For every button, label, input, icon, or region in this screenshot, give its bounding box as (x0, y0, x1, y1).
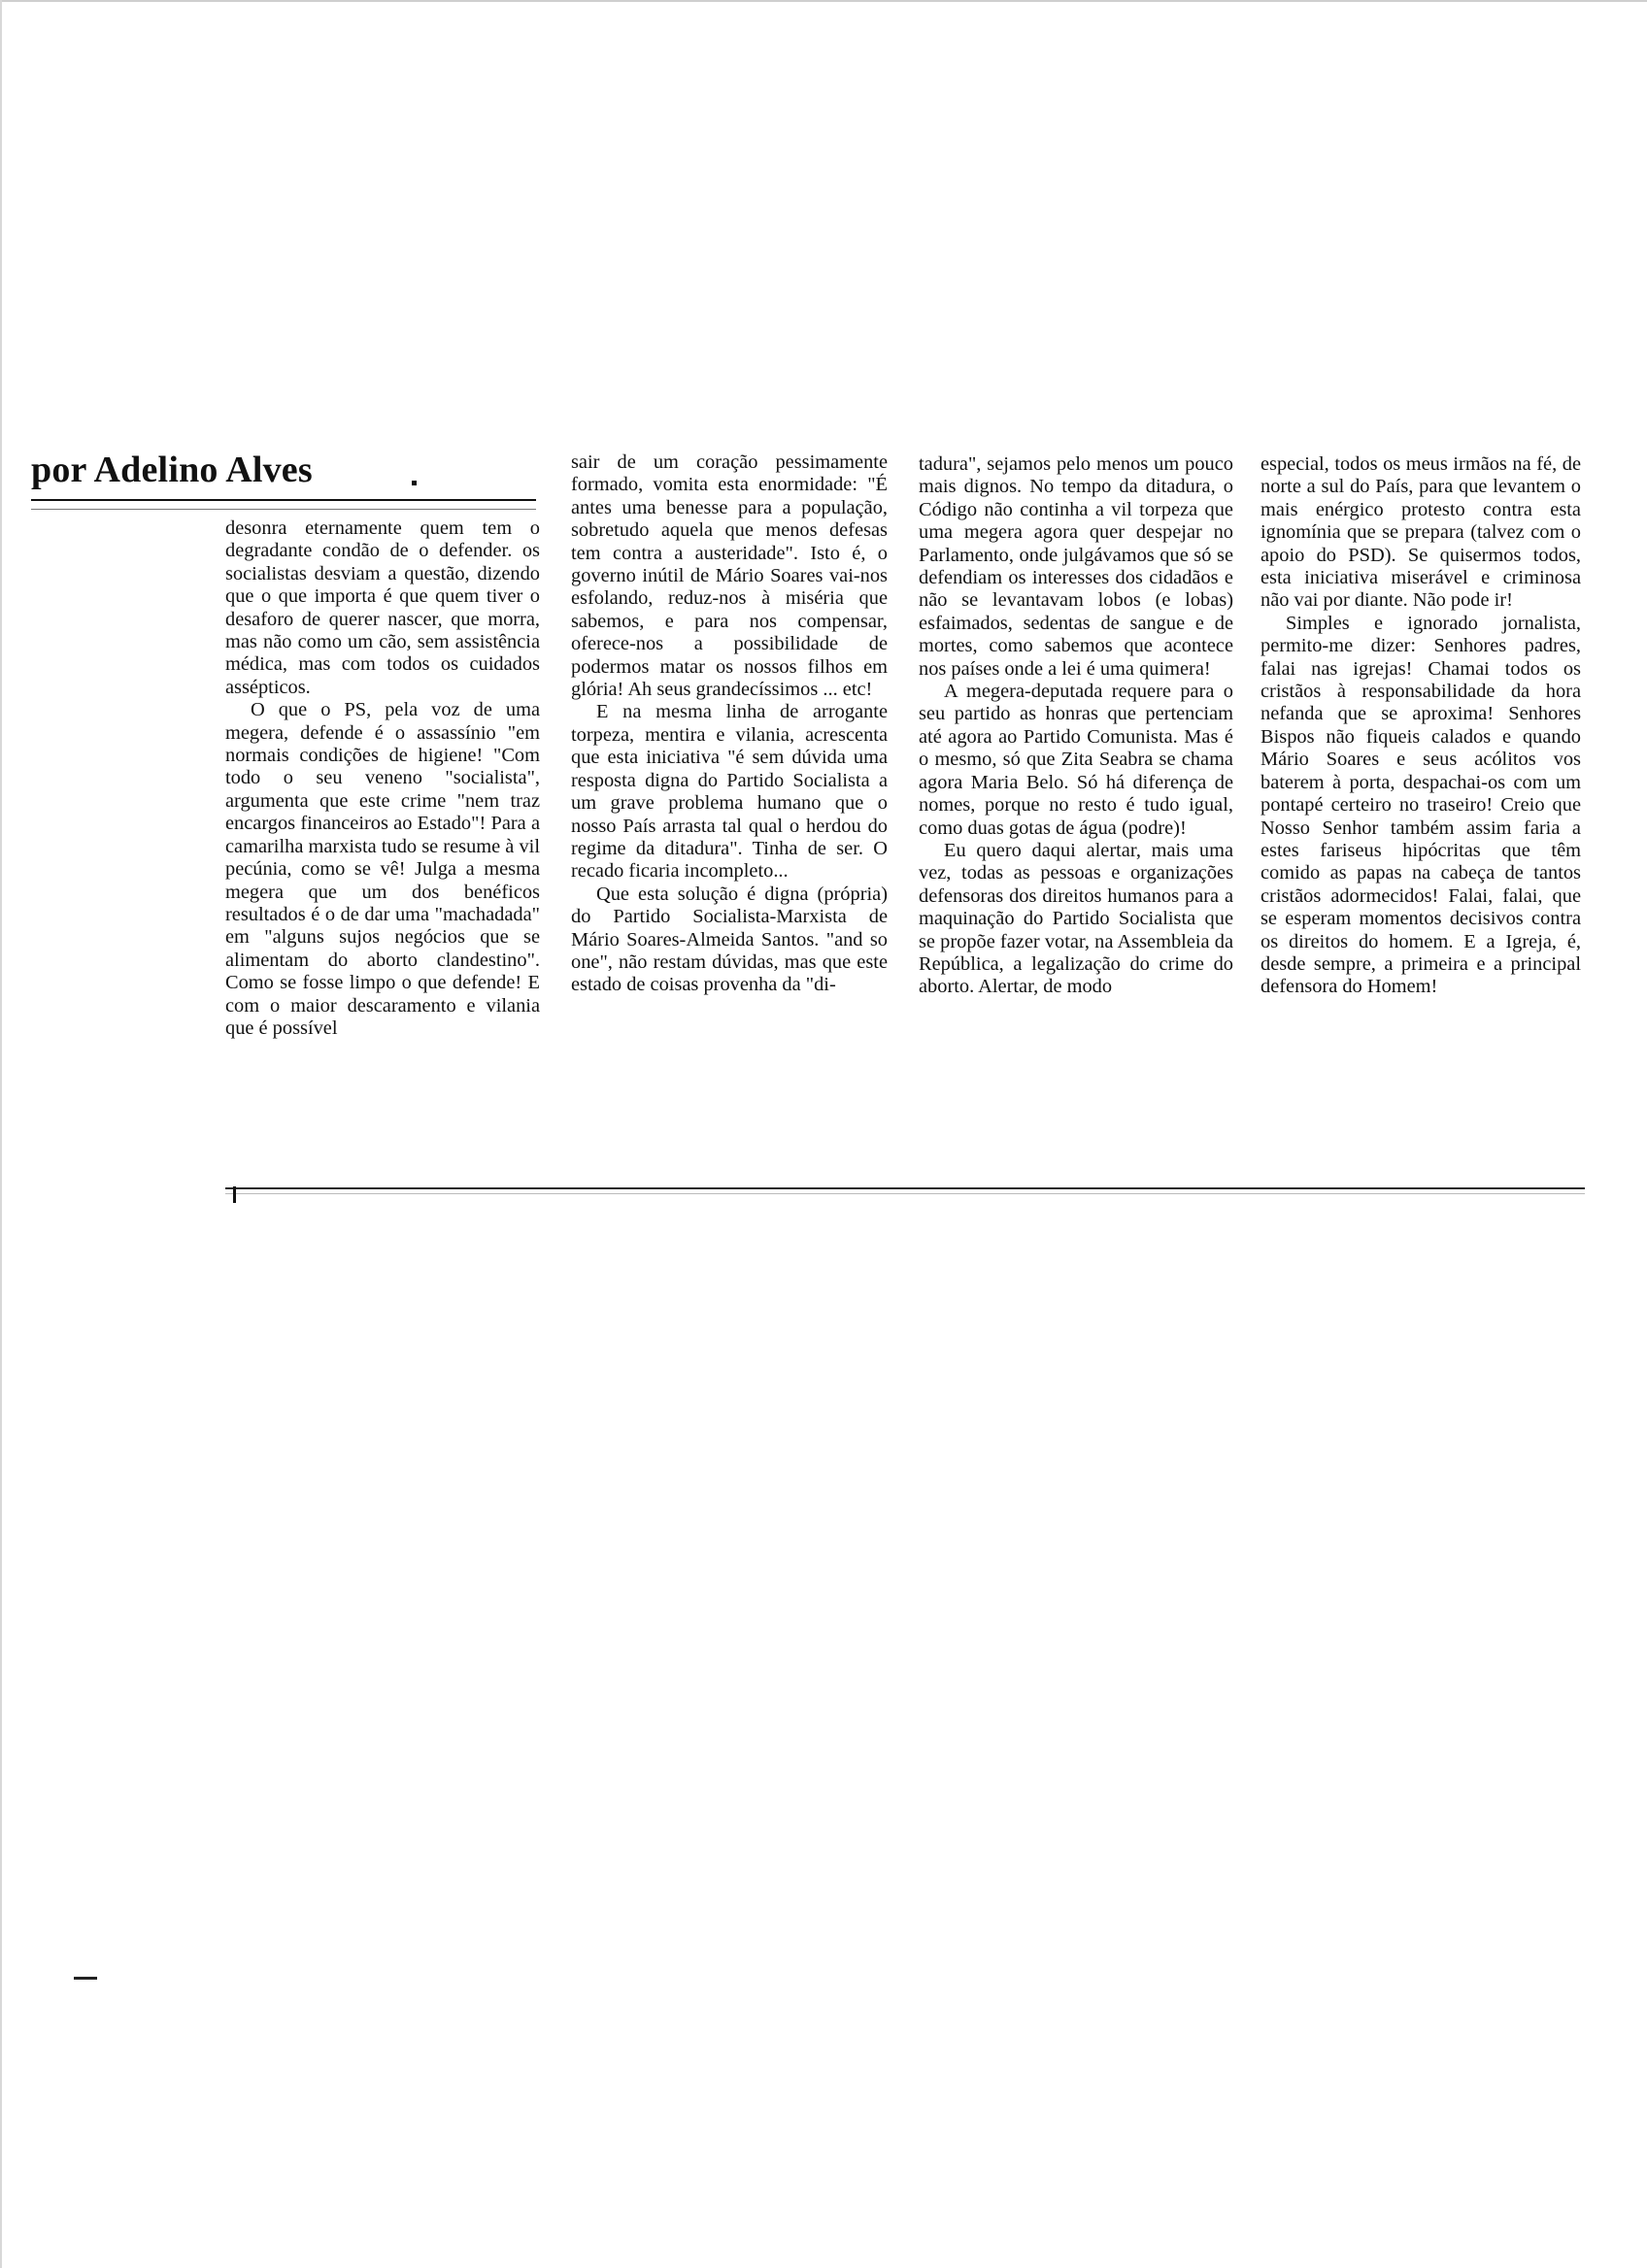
article-bottom-rule (225, 1187, 1585, 1189)
column-4-paragraph-2: Simples e ignorado jornalista, permito-me dizer: Senhores padres, falai nas igrejas! Chamai todos os cristãos à responsabilidade da hora nefanda que se aproxima! Senhores Bispos não fiqueis calados e quando Mário Soares e seus acólitos vos baterem à porta, despachai-os com um pontapé certeiro no traseiro! Creio que Nosso Senhor também assim faria a estes fariseus hipócritas que têm comido as papas na cabeça de tantos cristãos adormecidos! Falai, falai, que se esperam momentos decisivos contra os direitos do homem. E a Igreja, é, desde sempre, a primeira e a principal defensora do Homem! (1260, 612, 1581, 998)
article-column-4 (1260, 453, 1581, 999)
byline-rule-secondary (31, 509, 536, 510)
column-3-paragraph-3: Eu quero daqui alertar, mais uma vez, todas as pessoas e organizações defensoras dos direitos humanos para a maquinação do Partido Socialista que se propõe fazer votar, na Assembleia da República, a legalização do crime do aborto. Alertar, de modo (919, 839, 1233, 998)
byline-rule (31, 499, 536, 501)
article-bottom-rule-light (225, 1193, 1585, 1194)
article-column-3 (919, 453, 1233, 999)
column-2-paragraph-1: sair de um coração pessimamente formado, vomita esta enormidade: "É antes uma benesse para a população, sobretudo aquela que menos defesas tem contra a austeridade". Isto é, o governo inútil de Mário Soares vai-nos esfolando, reduz-nos à miséria que sabemos, e para nos compensar, oferece-nos a possibilidade de podermos matar os nossos filhos em glória! Ah seus grandecíssimos ... etc! (571, 451, 888, 701)
article-byline: por Adelino Alves (31, 450, 313, 490)
article-column-2 (571, 451, 888, 997)
column-2-paragraph-2: E na mesma linha de arrogante torpeza, mentira e vilania, acrescenta que esta iniciativa "é sem dúvida uma resposta digna do Partido Socialista a um grave problema humano que o nosso País arrasta tal qual o herdou do regime da ditadura". Tinha de ser. O recado ficaria incompleto... (571, 701, 888, 883)
page-top-edge (0, 0, 1647, 2)
page-left-edge (0, 0, 2, 2268)
byline-dot (412, 481, 417, 485)
column-4-paragraph-1: especial, todos os meus irmãos na fé, de norte a sul do País, para que levantem o mais enérgico protesto contra esta ignomínia que se prepara (talvez com o apoio do PSD). Se quisermos todos, esta iniciativa miserável e criminosa não vai por diante. Não pode ir! (1260, 453, 1581, 612)
column-3-paragraph-2: A megera-deputada requere para o seu partido as honras que pertenciam até agora ao Partido Comunista. Mas é o mesmo, só que Zita Seabra se chama agora Maria Belo. Só há diferença de nomes, porque no resto é tudo igual, como duas gotas de água (podre)! (919, 681, 1233, 839)
column-3-paragraph-1: tadura", sejamos pelo menos um pouco mais dignos. No tempo da ditadura, o Código não continha a vil torpeza que uma megera agora quer despejar no Parlamento, onde julgávamos que só se defendiam os interesses dos cidadãos e não se levantavam lobos (e lobas) esfaimados, sedentas de sangue e de mortes, como sabemos que acontece nos países onde a lei é uma quimera! (919, 453, 1233, 680)
bottom-bracket-mark (233, 1186, 236, 1203)
column-1-paragraph-2: O que o PS, pela voz de uma megera, defende é o assassínio "em normais condições de higiene! "Com todo o seu veneno "socialista", argumenta que este crime "nem traz encargos financeiros ao Estado"! Para a camarilha marxista tudo se resume à vil pecúnia, como se vê! Julga a mesma megera que um dos benéficos resultados é o de dar uma "machadada" em "alguns sujos negócios que se alimentam do aborto clandestino". Como se fosse limpo o que defende! E com o maior descaramento e vilania que é possível (225, 699, 540, 1039)
column-1-paragraph-1: desonra eternamente quem tem o degradante condão de o defender. os socialistas desviam a questão, dizendo que o que importa é que quem tiver o desaforo de querer nascer, que morra, mas não como um cão, sem assistência médica, mas com todos os cuidados assépticos. (225, 517, 540, 698)
article-column-1 (225, 517, 540, 1040)
margin-dash-mark (74, 1977, 97, 1980)
column-2-paragraph-3: Que esta solução é digna (própria) do Partido Socialista-Marxista de Mário Soares-Almeida Santos. "and so one", não restam dúvidas, mas que este estado de coisas provenha da "di- (571, 883, 888, 996)
